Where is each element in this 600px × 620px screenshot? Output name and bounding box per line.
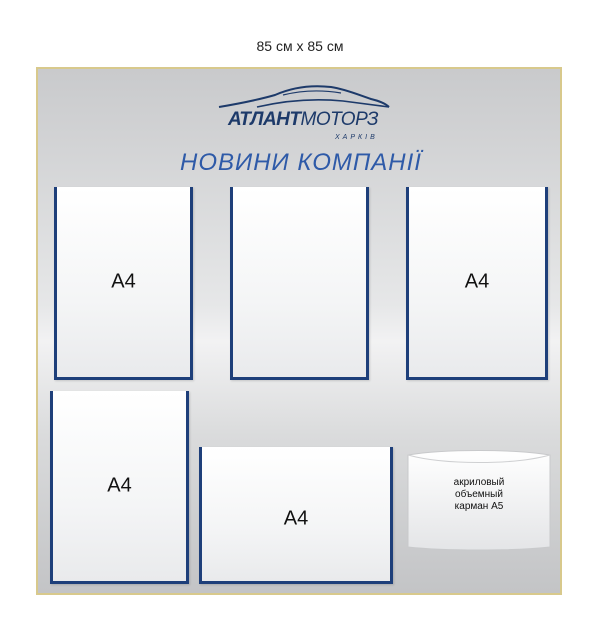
- acrylic-label-line2: объемный: [455, 489, 503, 500]
- pocket-2: [230, 187, 369, 380]
- pocket-label: А4: [111, 270, 136, 293]
- pocket-label: А4: [107, 474, 132, 497]
- brand-city: ХАРКІВ: [335, 134, 378, 141]
- board-title: НОВИНИ КОМПАНІЇ: [180, 149, 422, 176]
- info-board: [36, 67, 562, 595]
- brand-name: [213, 109, 393, 131]
- pocket-a4-1: [54, 187, 193, 380]
- brand-name-light: МОТОРЗ: [300, 109, 378, 130]
- acrylic-pocket-label: [404, 477, 554, 513]
- acrylic-label-line1: акриловый: [453, 477, 505, 488]
- acrylic-pocket-a5: [404, 447, 554, 553]
- pocket-label: А4: [283, 507, 309, 530]
- car-silhouette-icon: [213, 81, 393, 111]
- board-dimensions-label: 85 см х 85 см: [256, 38, 344, 54]
- pocket-a4-4: [50, 391, 189, 584]
- pocket-a4-3: [406, 187, 548, 380]
- acrylic-label-line3: карман А5: [454, 501, 504, 512]
- pocket-a4-5: [199, 447, 393, 584]
- company-logo: [213, 81, 393, 151]
- brand-name-bold: АТЛАНТ: [227, 109, 301, 130]
- pocket-label: А4: [464, 270, 490, 293]
